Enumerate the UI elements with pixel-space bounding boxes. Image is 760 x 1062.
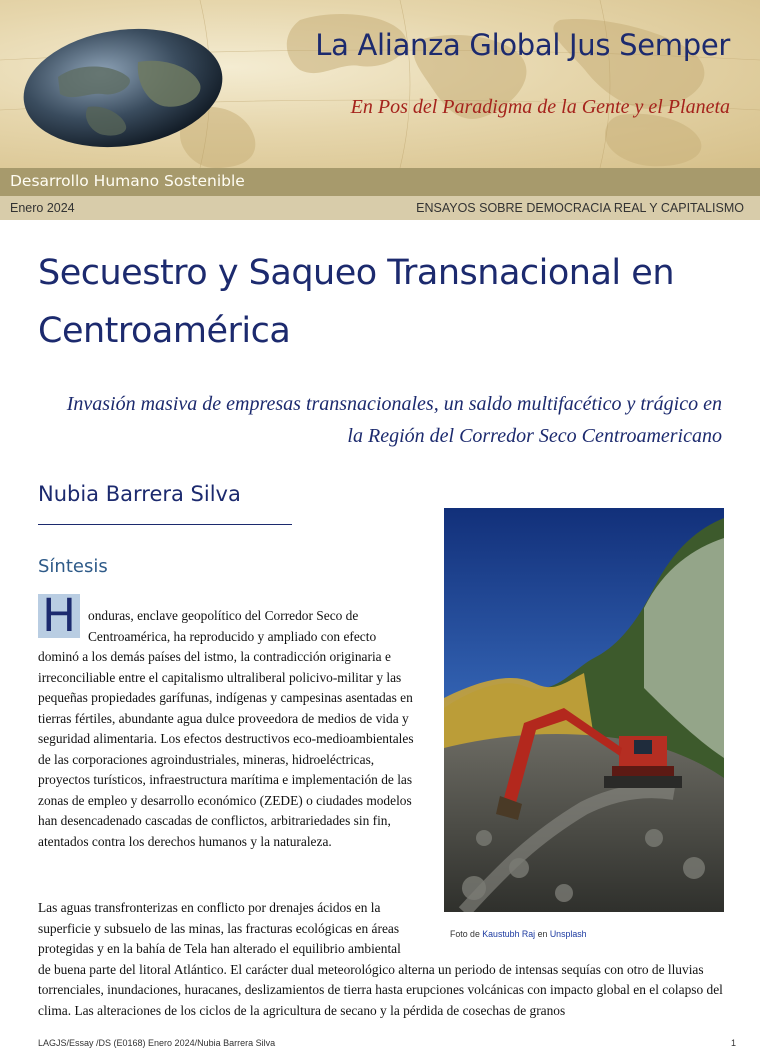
paragraph-2-text: Las aguas transfronterizas en conflicto por drenajes ácidos en la superficie y subsuelo de las minas, las fracturas ecológicas en áreas protegidas y en la bahía de Tela han alterado el equilibrio ambiental de buena parte del litoral Atlántico. El carácter dual meteorológico alterna un periodo de intensas sequías con otro de lluvias torrenciales, inundaciones, huracanes, deslizamientos de tierra hasta erupciones volcánicas con impacto global en el colapso del clima. Las alteraciones de los ciclos de la agricultura de secano y la pérdida de cosechas de granos xyxy=(38,900,723,1018)
article-subtitle-line2: la Región del Corredor Seco Centroamericano xyxy=(347,425,722,447)
photographer-link[interactable]: Kaustubh Raj xyxy=(482,929,536,939)
paragraph-2 xyxy=(38,898,728,1021)
article-subtitle-line1: Invasión masiva de empresas transnacionales, un saldo multifacético y trágico en xyxy=(66,393,722,415)
header-banner xyxy=(0,0,760,168)
paragraph-1-text: onduras, enclave geopolítico del Corredor Seco de Centroamérica, ha reproducido y ampliado con efecto dominó a los demás países del istmo, la contradicción originaria e irreconciliable entre el capitalismo ultraliberal policivo-militar y las pequeñas propiedades garífunas, indígenas y campesinas asentadas en tierras fértiles, abundante agua dulce proveedora de medios de vida y seguridad alimentaria. Los efectos destructivos eco-medioambientales de las corporaciones agroindustriales, mineras, hidroeléctricas, proyectos turísticos, infraestructura marítima e implementación de las zonas de empleo y desarrollo económico (ZEDE) o ciudades modelos han desencadenado cascadas de conflictos, arbitrariedades sin fin, atentados contra los derechos humanos y la naturaleza. xyxy=(38,608,414,849)
article-title-line1: Secuestro y Saqueo Transnacional en xyxy=(38,253,674,293)
author-divider xyxy=(38,524,292,525)
unsplash-link[interactable]: Unsplash xyxy=(549,929,587,939)
page-number: 1 xyxy=(730,1038,736,1048)
article-title xyxy=(38,244,738,360)
site-title: La Alianza Global Jus Semper xyxy=(315,28,730,62)
site-motto: En Pos del Paradigma de la Gente y el Planeta xyxy=(350,96,730,118)
publication-date: Enero 2024 xyxy=(10,201,75,215)
meta-bar xyxy=(0,196,760,220)
caption-mid: en xyxy=(537,929,548,939)
essay-series: ENSAYOS SOBRE DEMOCRACIA REAL Y CAPITALISMO xyxy=(416,201,744,215)
article-subtitle xyxy=(38,388,722,452)
globe-icon xyxy=(18,22,228,152)
footer-reference: LAGJS/Essay /DS (E0168) Enero 2024/Nubia Barrera Silva xyxy=(38,1038,276,1048)
paragraph-1 xyxy=(38,606,418,852)
section-label: Desarrollo Humano Sostenible xyxy=(10,172,245,190)
section-heading: Síntesis xyxy=(38,556,108,577)
author-name: Nubia Barrera Silva xyxy=(38,482,241,506)
drop-cap: H xyxy=(38,594,80,638)
caption-prefix: Foto de xyxy=(450,929,480,939)
article-title-line2: Centroamérica xyxy=(38,311,291,351)
section-bar xyxy=(0,168,760,196)
excavator-photo xyxy=(444,508,724,912)
